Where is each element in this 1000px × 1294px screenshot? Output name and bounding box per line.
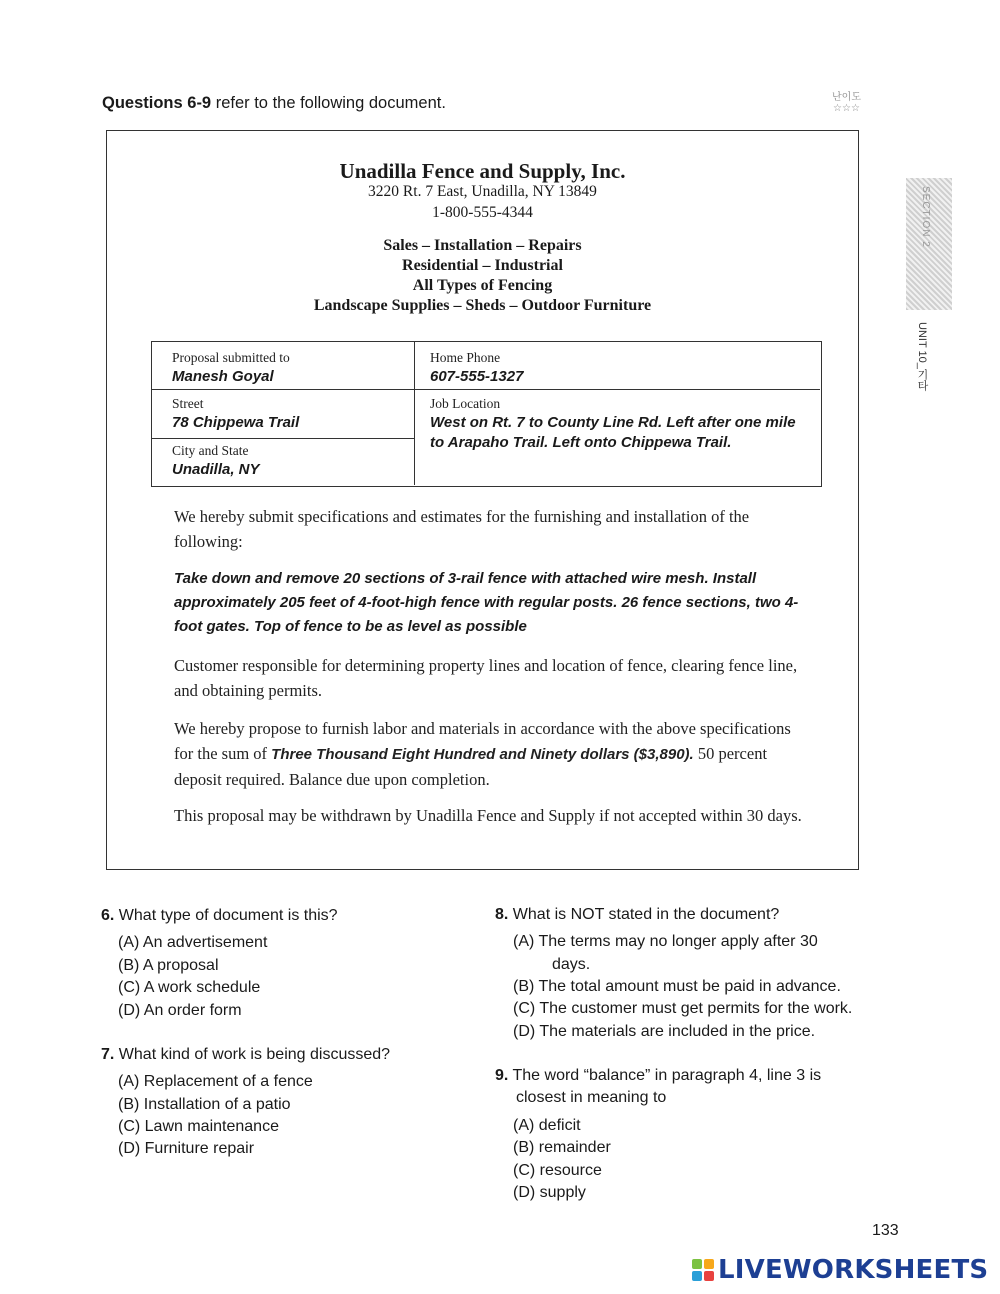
answer-option[interactable]: (D) Furniture repair (118, 1140, 255, 1157)
brand-name: LIVEWORKSHEETS (718, 1255, 989, 1285)
pricing-text: We hereby propose to furnish labor and materials in accordance with the above specifications for the sum of (174, 719, 791, 763)
difficulty-stars-icon: ☆☆☆ (833, 103, 860, 114)
question-number: 7. (101, 1046, 115, 1063)
question-9 (495, 1065, 821, 1088)
question-text: What type of document is this? (118, 907, 338, 924)
liveworksheets-logo[interactable] (692, 1252, 988, 1288)
answer-option[interactable]: (C) resource (513, 1162, 602, 1179)
question-8 (495, 904, 779, 927)
work-description: Take down and remove 20 sections of 3-rail fence with attached wire mesh. Install approximately 205 feet of 4-foot-high fence with regular posts. 26 fence sections, two 4-foot gates. Top of fence to be as level as possible (174, 570, 799, 635)
page-number: 133 (872, 1222, 899, 1239)
street-value: 78 Chippewa Trail (172, 414, 300, 431)
question-9-continued: closest in meaning to (516, 1089, 667, 1106)
company-name: Unadilla Fence and Supply, Inc. (339, 159, 626, 183)
unit-label: UNIT 10_기타 (916, 322, 928, 391)
customer-responsibility-paragraph: Customer responsible for determining property lines and location of fence, clearing fence line, and obtaining permits. (174, 656, 798, 700)
customer-info-table (151, 341, 822, 487)
answer-option[interactable]: (A) An advertisement (118, 934, 268, 951)
answer-option[interactable]: (B) remainder (513, 1139, 611, 1156)
question-7 (101, 1044, 390, 1067)
company-phone: 1-800-555-4344 (432, 204, 533, 221)
logo-square (692, 1271, 702, 1281)
table-divider (414, 342, 415, 485)
logo-square (692, 1259, 702, 1269)
question-number: 8. (495, 906, 509, 923)
answer-option[interactable]: (C) A work schedule (118, 979, 261, 996)
job-location-label: Job Location (430, 396, 501, 411)
table-divider (152, 438, 414, 439)
answer-option[interactable]: (B) A proposal (118, 957, 219, 974)
answer-option[interactable]: (A) Replacement of a fence (118, 1073, 313, 1090)
intro-bold: Questions 6-9 (102, 94, 212, 112)
section-tab (906, 178, 952, 310)
answer-option[interactable]: (C) The customer must get permits for the work. (513, 1000, 853, 1017)
question-text: The word “balance” in paragraph 4, line 3 is (512, 1067, 822, 1084)
service-line: All Types of Fencing (412, 277, 553, 294)
liveworksheets-logo-icon (692, 1259, 714, 1281)
answer-option[interactable]: (D) An order form (118, 1002, 242, 1019)
service-line: Landscape Supplies – Sheds – Outdoor Furniture (313, 297, 652, 314)
question-6 (101, 905, 338, 928)
question-number: 6. (101, 907, 115, 924)
difficulty-indicator (832, 92, 861, 114)
answer-option[interactable]: (D) The materials are included in the price. (513, 1023, 816, 1040)
withdrawal-paragraph: This proposal may be withdrawn by Unadilla Fence and Supply if not accepted within 30 days. (174, 806, 802, 825)
answer-option[interactable]: (B) Installation of a patio (118, 1096, 291, 1113)
city-state-value: Unadilla, NY (172, 461, 260, 478)
company-address: 3220 Rt. 7 East, Unadilla, NY 13849 (368, 183, 597, 200)
fence-proposal-document (106, 130, 859, 870)
proposal-value: Manesh Goyal (172, 368, 274, 385)
proposal-label: Proposal submitted to (172, 350, 290, 365)
street-label: Street (172, 396, 204, 411)
job-location-value: West on Rt. 7 to County Line Rd. Left after one mile to Arapaho Trail. Left onto Chippewa Trail. (430, 414, 796, 451)
city-state-label: City and State (172, 443, 249, 458)
price-amount: Three Thousand Eight Hundred and Ninety dollars ($3,890). (271, 746, 694, 763)
intro-rest: refer to the following document. (211, 94, 446, 112)
pricing-paragraph (174, 716, 814, 792)
difficulty-label: 난이도 (832, 92, 861, 103)
home-phone-label: Home Phone (430, 350, 501, 365)
answer-option[interactable]: (D) supply (513, 1184, 586, 1201)
intro-paragraph: We hereby submit specifications and estimates for the furnishing and installation of the following: (174, 507, 750, 551)
logo-square (704, 1259, 714, 1269)
answer-option[interactable]: (A) deficit (513, 1117, 581, 1134)
question-text: What is NOT stated in the document? (512, 906, 780, 923)
answer-option-continued: days. (552, 956, 591, 973)
home-phone-value: 607-555-1327 (430, 368, 524, 385)
question-number: 9. (495, 1067, 509, 1084)
answer-option[interactable]: (C) Lawn maintenance (118, 1118, 279, 1135)
answer-option[interactable]: (A) The terms may no longer apply after 30 (513, 933, 818, 950)
table-divider (152, 389, 820, 390)
answer-option[interactable]: (B) The total amount must be paid in advance. (513, 978, 841, 995)
questions-intro (102, 94, 446, 113)
section-tab-label: SECTION 2 (920, 186, 931, 248)
service-line: Residential – Industrial (402, 257, 563, 274)
question-text: What kind of work is being discussed? (118, 1046, 391, 1063)
pricing-terms: 50 percent deposit required. Balance due upon completion. (174, 744, 768, 789)
logo-square (704, 1271, 714, 1281)
service-line: Sales – Installation – Repairs (383, 237, 582, 254)
